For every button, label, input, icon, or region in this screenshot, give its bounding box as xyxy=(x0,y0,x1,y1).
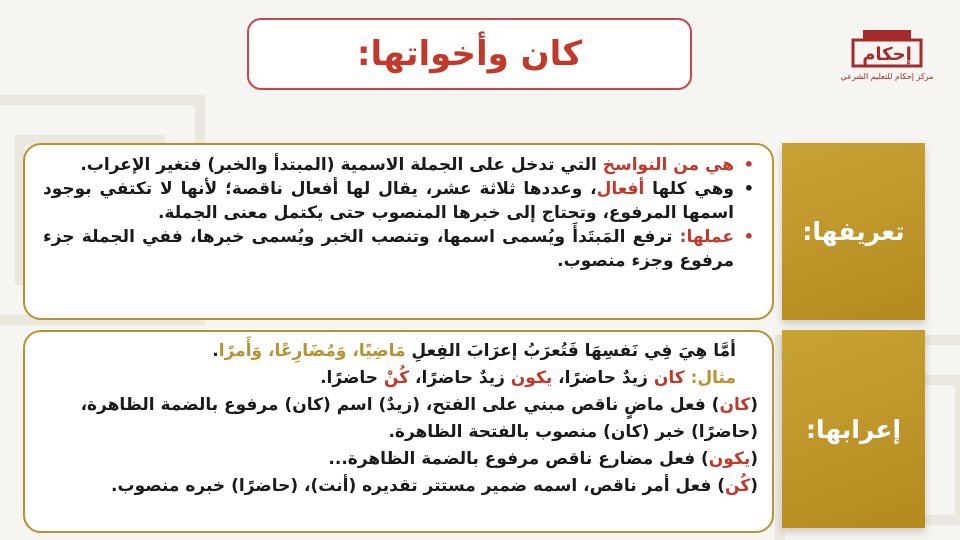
example-end: حاضرًا. xyxy=(320,368,384,388)
paren-open: ( xyxy=(750,476,758,496)
page-title: كان وأخواتها: xyxy=(356,34,583,74)
definition-text: التي تدخل على الجملة الاسمية (المبتدأ والخبر) فتغير الإعراب. xyxy=(80,155,603,175)
bullet-icon: • xyxy=(743,179,754,198)
example-mid2: زيدٌ حاضرًا، xyxy=(409,368,511,388)
parsing-intro-text: أمَّا هِيَ فِي نَفسِهَا فَتُعرَبُ إعرَابَ الفِعلِ xyxy=(405,341,736,361)
example-kun: كُنْ xyxy=(383,368,410,388)
example-line xyxy=(41,365,758,392)
example-label: مثال: xyxy=(690,368,736,388)
list-item xyxy=(43,153,760,177)
definition-highlight: عملها: xyxy=(679,227,734,247)
parsing-intro-gold: مَاضِيًا، وَمُضَارِعًا، وَأَمرًا xyxy=(218,341,406,361)
definition-list xyxy=(43,153,760,273)
definition-label-panel xyxy=(782,143,925,320)
parsing-yakun-word: يكون xyxy=(708,449,751,469)
definition-text: ، وعددها ثلاثة عشر، يقال لها أفعال ناقصة؛ لأنها لا تكتفي بوجود اسمها المرفوع، وتحتاج إلى خبرها المنصوب حتى يكتمل معنى الجملة. xyxy=(43,179,734,223)
logo-mark-icon xyxy=(849,24,925,70)
paren-open: ( xyxy=(750,449,758,469)
parsing-intro-end: . xyxy=(212,341,219,361)
definition-text: ترفع المَبتَدأَ ويُسمى اسمها، وتنصب الخبر ويُسمى خبرها، ففي الجملة جزء مرفوع وجزء منصوب. xyxy=(43,227,734,271)
title-box xyxy=(247,18,692,90)
logo-subtitle: مركز إحكام للتعليم الشرعي xyxy=(840,72,934,81)
parsing-yakun xyxy=(41,446,758,473)
definition-label: تعريفها: xyxy=(802,217,905,246)
logo xyxy=(840,24,934,96)
example-mid1: زيدٌ حاضرًا، xyxy=(552,368,654,388)
paren-open: ( xyxy=(750,395,758,415)
definition-highlight: هي من النواسخ xyxy=(602,155,734,175)
list-item xyxy=(43,177,760,225)
parsing-kun-word: كُن xyxy=(725,476,751,496)
parsing-kun-text: ) فعل أمر ناقص، اسمه ضمير مستتر تقديره (أنت)، (حاضرًا) خبره منصوب. xyxy=(111,476,726,496)
bullet-icon: • xyxy=(743,227,754,246)
parsing-label-panel xyxy=(782,330,925,528)
definition-highlight: أفعال xyxy=(596,179,645,199)
parsing-intro xyxy=(41,338,758,365)
parsing-kana xyxy=(41,392,758,446)
example-yakun: يكون xyxy=(510,368,553,388)
logo-name: إحكام xyxy=(862,44,912,65)
definition-text-pre: وهي كلها xyxy=(644,179,734,199)
parsing-kana-word: كان xyxy=(719,395,751,415)
parsing-kun xyxy=(41,473,758,500)
parsing-text xyxy=(41,338,758,500)
definition-box xyxy=(23,143,774,320)
bullet-icon: • xyxy=(743,155,754,174)
parsing-box xyxy=(23,330,774,533)
example-kana: كان xyxy=(653,368,691,388)
parsing-label: إعرابها: xyxy=(805,414,902,444)
parsing-yakun-text: ) فعل مضارع ناقص مرفوع بالضمة الظاهرة... xyxy=(328,449,709,469)
parsing-kana-text: ) فعل ماضٍ ناقص مبني على الفتح، (زيدٌ) اسم (كان) مرفوع بالضمة الظاهرة، (حاضرًا) خبر (كان) منصوب بالفتحة الظاهرة. xyxy=(80,395,758,442)
list-item xyxy=(43,225,760,273)
